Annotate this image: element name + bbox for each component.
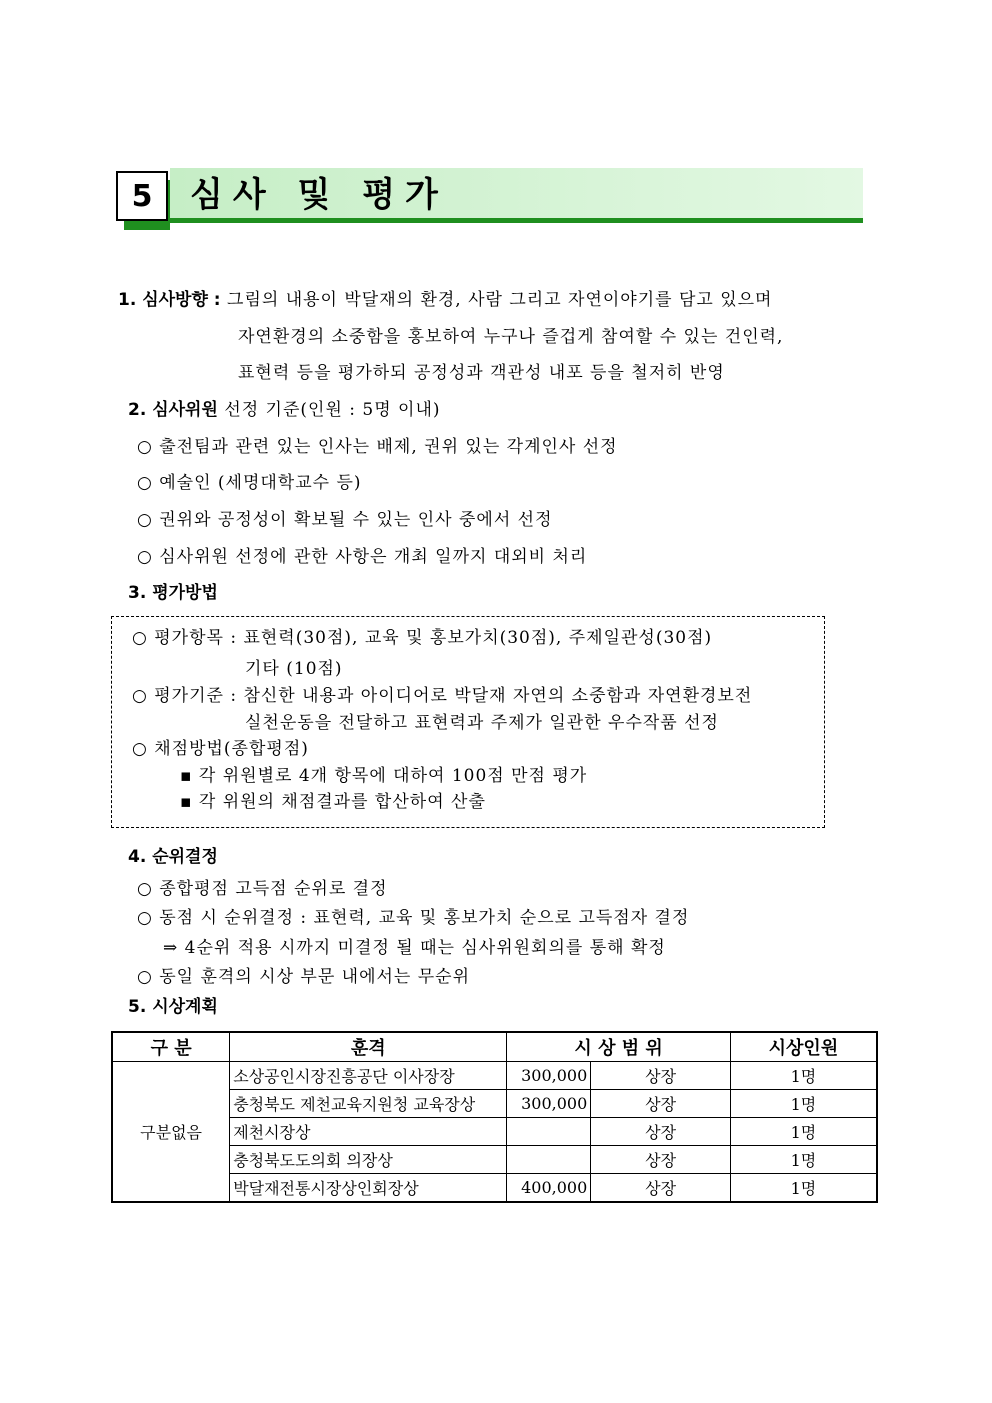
award-count: 1명 [730,1062,877,1090]
s4-item-2: ○ 동점 시 순위결정 : 표현력, 교육 및 홍보가치 순으로 고득점자 결정 [137,908,690,928]
award-name: 소상공인시장진흥공단 이사장장 [230,1062,507,1090]
s3-item-4: 실천운동을 전달하고 표현력과 주제가 일관한 우수작품 선정 [245,713,719,733]
award-amount [507,1146,591,1174]
award-count: 1명 [730,1118,877,1146]
s3-item-7: ▪ 각 위원의 채점결과를 합산하여 산출 [180,792,486,812]
s3-label: 3. 평가방법 [128,583,218,603]
award-name: 박달재전통시장상인회장상 [230,1174,507,1203]
award-type: 상장 [591,1146,731,1174]
table-header-row [112,1032,877,1062]
s4-label: 4. 순위결정 [128,847,218,867]
s3-item-3: ○ 평가기준 : 참신한 내용과 아이디어로 박달재 자연의 소중함과 자연환경보전 [132,686,753,706]
s1-line-2: 자연환경의 소중함을 홍보하여 누구나 즐겁게 참여할 수 있는 건인력, [238,327,784,347]
s5-label: 5. 시상계획 [128,997,218,1017]
s4-item-3: ⇒ 4순위 적용 시까지 미결정 될 때는 심사위원회의를 통해 확정 [163,938,666,958]
s4-item-1: ○ 종합평점 고득점 순위로 결정 [137,879,388,899]
award-count: 1명 [730,1090,877,1118]
s2-label: 2. 심사위원 [128,400,218,420]
award-type: 상장 [591,1118,731,1146]
s4-item-4: ○ 동일 훈격의 시상 부문 내에서는 무순위 [137,967,471,987]
table-row [112,1062,877,1090]
s2-rest: 선정 기준(인원 : 5명 이내) [224,400,441,420]
award-amount [507,1118,591,1146]
header-count: 시상인원 [730,1032,877,1062]
award-name: 충청북도도의회 의장상 [230,1146,507,1174]
header-scope: 시 상 범 위 [507,1032,731,1062]
group-cell: 구분없음 [112,1062,230,1203]
award-amount: 300,000 [507,1062,591,1090]
s3-item-1: ○ 평가항목 : 표현력(30점), 교육 및 홍보가치(30점), 주제일관성(30점) [132,628,713,648]
section-number: 5 [116,171,168,221]
award-type: 상장 [591,1090,731,1118]
award-name: 제천시장상 [230,1118,507,1146]
award-amount: 300,000 [507,1090,591,1118]
award-name: 충청북도 제천교육지원청 교육장상 [230,1090,507,1118]
s3-item-6: ▪ 각 위원별로 4개 항목에 대하여 100점 만점 평가 [180,766,588,786]
award-count: 1명 [730,1174,877,1203]
s1-label: 1. 심사방향 : [118,290,221,310]
header-award: 훈격 [230,1032,507,1062]
award-type: 상장 [591,1062,731,1090]
s1-line-3: 표현력 등을 평가하되 공정성과 객관성 내포 등을 철저히 반영 [238,363,725,383]
award-amount: 400,000 [507,1174,591,1203]
s1-line-1: 그림의 내용이 박달재의 환경, 사람 그리고 자연이야기를 담고 있으며 [227,290,773,310]
header-category: 구 분 [112,1032,230,1062]
award-type: 상장 [591,1174,731,1203]
s2-bullet-2: ○ 예술인 (세명대학교수 등) [137,473,362,493]
s3-item-2: 기타 (10점) [245,659,343,679]
section-title: 심사 및 평가 [190,175,448,215]
s2-heading [128,399,441,421]
s1-heading [118,289,772,311]
award-count: 1명 [730,1146,877,1174]
s2-bullet-4: ○ 심사위원 선정에 관한 사항은 개최 일까지 대외비 처리 [137,547,588,567]
s3-item-5: ○ 채점방법(종합평점) [132,739,309,759]
s2-bullet-3: ○ 권위와 공정성이 확보될 수 있는 인사 중에서 선정 [137,510,553,530]
s2-bullet-1: ○ 출전팀과 관련 있는 인사는 배제, 권위 있는 각계인사 선정 [137,437,618,457]
section-header-underline [170,218,863,223]
prize-table [111,1031,878,1203]
